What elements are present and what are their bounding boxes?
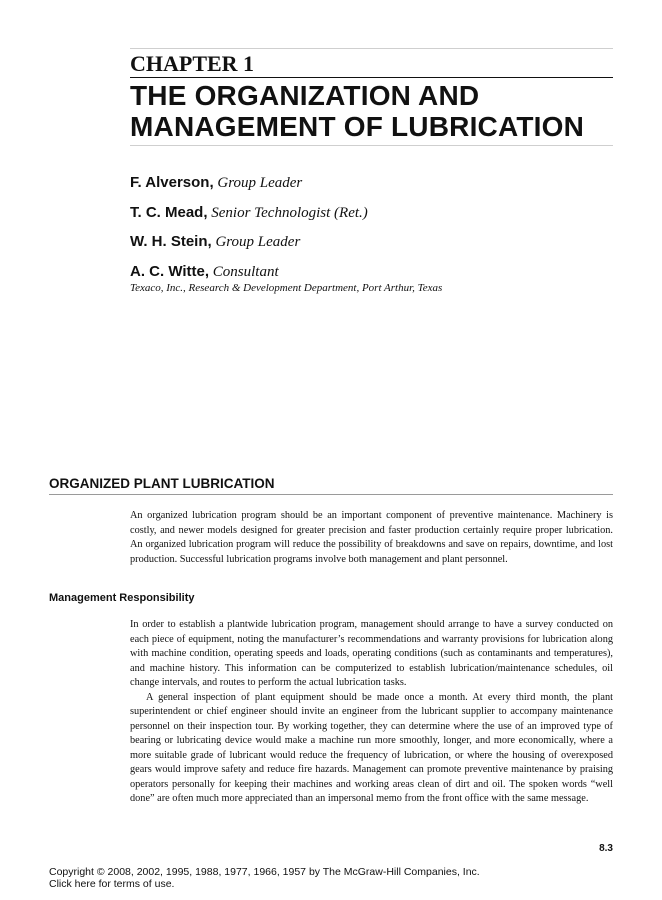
intro-text: An organized lubrication program should be an important component of preventive maintenance. Machinery is costly, and newer models designed for greater precision and faster production certainly require proper lubrication. An organized lubrication program will reduce the possibility of breakdowns and save on repairs, downtime, and lost production. Successful lubrication programs involve both management and plant personnel. — [130, 510, 613, 565]
chapter-title — [130, 80, 613, 146]
author-name: F. Alverson, — [130, 174, 214, 191]
chapter-label: CHAPTER 1 — [130, 52, 613, 78]
author-role: Group Leader — [217, 175, 303, 191]
author-name: T. C. Mead, — [130, 204, 208, 221]
copyright-text: Copyright © 2008, 2002, 1995, 1988, 1977, 1966, 1957 by The McGraw-Hill Companies, Inc. — [49, 866, 480, 878]
author-4 — [130, 263, 279, 281]
author-name: W. H. Stein, — [130, 233, 212, 250]
terms-of-use-link[interactable]: Click here for terms of use. — [49, 878, 175, 890]
top-rule — [130, 48, 613, 49]
chapter-title-line2: MANAGEMENT OF LUBRICATION — [130, 111, 584, 142]
paragraph-1: In order to establish a plantwide lubrication program, management should arrange to have a survey conducted on each piece of equipment, noting the manufacturer’s recommendations and warranty provisions for lubrication along with machine condition, operating speeds and loads, operating conditions (such as contaminants and temperatures), and machine history. This information can be computerized to establish lubrication/maintenance schedules, oil change intervals, and routes to perform the actual lubrication tasks. — [130, 619, 613, 688]
intro-paragraph — [130, 509, 613, 567]
author-role: Senior Technologist (Ret.) — [211, 205, 368, 221]
affiliation: Texaco, Inc., Research & Development Department, Port Arthur, Texas — [130, 282, 443, 294]
body-paragraphs — [130, 618, 613, 807]
paragraph-2: A general inspection of plant equipment should be made once a month. At every third month, the plant superintendent or chief engineer should invite an engineer from the lubricant supplier to accompany maintenance personnel on their inspection tour. By working together, they can determine where the use of an improved type of bearing or lubricating device would make a machine run more smoothly, longer, and more economically, where a more suitable grade of lubricant would reduce the frequency of lubrication, or where the housing of overexposed gears would improve safety and reduce fire hazards. Management can promote preventive maintenance by praising operators personally for keeping their machines and working areas clean of dirt and oil. The spoken words “well done” are often much more appreciated than an impersonal memo from the front office with the same message. — [130, 691, 613, 804]
chapter-title-line1: THE ORGANIZATION AND — [130, 80, 480, 111]
section-heading: ORGANIZED PLANT LUBRICATION — [49, 475, 613, 495]
author-3 — [130, 233, 300, 251]
page-number: 8.3 — [599, 843, 613, 854]
subsection-heading: Management Responsibility — [49, 592, 195, 604]
author-role: Group Leader — [215, 234, 301, 250]
author-role: Consultant — [212, 264, 279, 280]
author-1 — [130, 174, 302, 192]
author-2 — [130, 204, 368, 222]
footer — [49, 866, 480, 890]
author-name: A. C. Witte, — [130, 263, 210, 280]
